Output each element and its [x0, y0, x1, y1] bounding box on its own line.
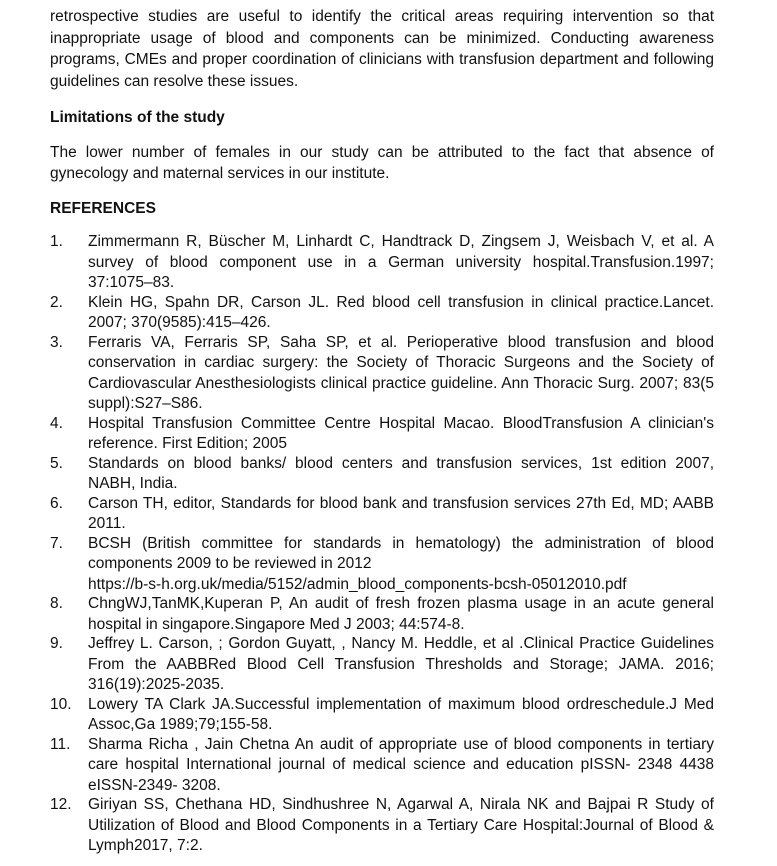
reference-item-8 — [50, 594, 714, 635]
reference-item-3 — [50, 333, 714, 415]
reference-text: Jeffrey L. Carson, ; Gordon Guyatt, , Nancy M. Heddle, et al .Clinical Practice Guidelines From the AABBRed Blood Cell Transfusion Thresholds and Storage; JAMA. 2016; 316(19):2025-2035. — [88, 635, 714, 693]
references-heading: REFERENCES — [50, 199, 156, 217]
reference-text: Hospital Transfusion Committee Centre Hospital Macao. BloodTransfusion A clinician's reference. First Edition; 2005 — [88, 414, 714, 452]
reference-item-7 — [50, 534, 714, 596]
reference-item-4 — [50, 414, 714, 455]
reference-text: Sharma Richa , Jain Chetna An audit of appropriate use of blood components in tertiary care hospital International journal of medical science and education pISSN- 2348 4438 eISSN-2349- 3208. — [88, 735, 714, 794]
reference-number: 10. — [50, 695, 72, 713]
reference-url[interactable]: https://b-s-h.org.uk/media/5152/admin_blood_components-bcsh-05012010.pdf — [88, 575, 627, 593]
paper-page — [50, 6, 714, 856]
reference-item-1 — [50, 232, 714, 294]
reference-number: 9. — [50, 635, 63, 652]
reference-text: Zimmermann R, Büscher M, Linhardt C, Handtrack D, Zingsem J, Weisbach V, et al. A survey of blood component use in a German university hospital.Transfusion.1997; 37:1075–83. — [88, 233, 714, 291]
reference-text: Standards on blood banks/ blood centers and transfusion services, 1st edition 2007, NABH, India. — [88, 454, 714, 492]
reference-text: Giriyan SS, Chethana HD, Sindhushree N, Agarwal A, Nirala NK and Bajpai R Study of Utilization of Blood and Blood Components in a Tertiary Care Hospital:Journal of Blood & Lymph2017, 7:2. — [88, 796, 714, 854]
reference-item-2 — [50, 293, 714, 334]
reference-item-12 — [50, 795, 714, 857]
reference-number: 5. — [50, 454, 63, 472]
reference-text: ChngWJ,TanMK,Kuperan P, An audit of fresh frozen plasma usage in an acute general hospital in singapore.Singapore Med J 2003; 44:574-8. — [88, 595, 714, 633]
reference-number: 6. — [50, 494, 63, 512]
reference-list — [50, 232, 714, 857]
limitations-heading: Limitations of the study — [50, 109, 225, 126]
reference-text: Lowery TA Clark JA.Successful implementation of maximum blood ordreschedule.J Med Assoc,Ga 1989;79;155-58. — [88, 695, 714, 733]
reference-number: 11. — [50, 735, 71, 753]
reference-text: Carson TH, editor, Standards for blood bank and transfusion services 27th Ed, MD; AABB 2011. — [88, 494, 714, 532]
reference-number: 4. — [50, 414, 63, 432]
reference-text: BCSH (British committee for standards in hematology) the administration of blood components 2009 to be reviewed in 2012 — [88, 534, 714, 572]
reference-item-11 — [50, 735, 714, 797]
reference-item-5 — [50, 454, 714, 495]
reference-number: 12. — [50, 796, 72, 813]
reference-text: Klein HG, Spahn DR, Carson JL. Red blood cell transfusion in clinical practice.Lancet. 2007; 370(9585):415–426. — [88, 293, 714, 331]
reference-number: 1. — [50, 233, 63, 250]
reference-item-6 — [50, 494, 714, 535]
reference-item-9 — [50, 634, 714, 696]
reference-number: 3. — [50, 333, 63, 351]
reference-number: 7. — [50, 534, 63, 552]
limitations-paragraph: The lower number of females in our study can be attributed to the fact that absence of gynecology and maternal services in our institute. — [50, 143, 714, 182]
reference-number: 2. — [50, 293, 63, 311]
intro-paragraph: retrospective studies are useful to identify the critical areas requiring intervention so that inappropriate usage of blood and components can be minimized. Conducting awareness programs, CMEs and proper coordination of clinicians with transfusion department and following guidelines can resolve these issues. — [50, 8, 714, 90]
reference-text: Ferraris VA, Ferraris SP, Saha SP, et al. Perioperative blood transfusion and blood conservation in cardiac surgery: the Society of Thoracic Surgeons and the Society of Cardiovascular Anesthesiologists clinical practice guideline. Ann Thoracic Surg. 2007; 83(5 suppl):S27–S86. — [88, 333, 714, 412]
reference-number: 8. — [50, 595, 63, 612]
reference-item-10 — [50, 695, 714, 736]
